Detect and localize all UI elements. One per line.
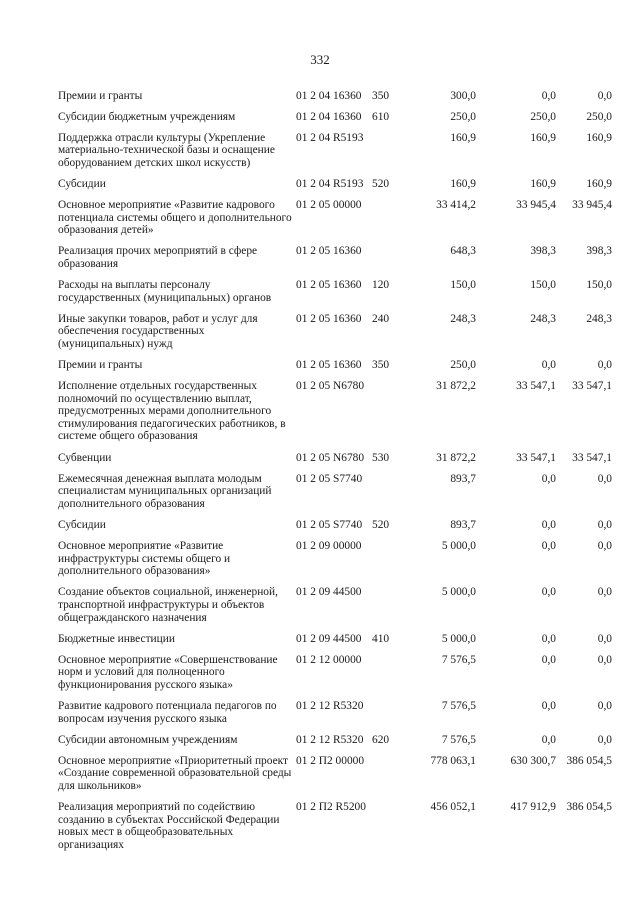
row-expense-type: 530	[372, 451, 390, 464]
row-code: 01 2 05 N6780	[296, 380, 365, 393]
row-value-2: 0,0	[541, 632, 556, 645]
row-code: 01 2 05 S7740	[296, 472, 363, 485]
row-value-3: 33 547,1	[572, 380, 612, 393]
row-value-3: 0,0	[597, 699, 612, 712]
row-value-3: 0,0	[597, 653, 612, 666]
row-value-2: 150,0	[530, 279, 556, 292]
row-name: Развитие кадрового потенциала педагогов по вопросам изучения русского языка	[58, 699, 277, 725]
table-row	[58, 535, 612, 581]
row-expense-type: 350	[372, 359, 390, 371]
row-code: 01 2 09 44500	[296, 586, 362, 599]
row-name: Премии и гранты	[58, 359, 143, 371]
row-value-1: 5 000,0	[441, 540, 476, 553]
table-row	[58, 467, 612, 513]
row-value-2: 248,3	[530, 312, 556, 325]
table-row	[58, 84, 612, 105]
table-row	[58, 648, 612, 694]
row-value-2: 33 945,4	[516, 199, 556, 212]
row-value-2: 0,0	[541, 540, 556, 553]
row-expense-type: 350	[372, 89, 390, 102]
row-value-1: 893,7	[450, 472, 476, 485]
row-value-1: 33 414,2	[436, 199, 476, 212]
table-row	[58, 749, 612, 795]
row-value-1: 778 063,1	[430, 754, 476, 767]
row-name: Создание объектов социальной, инженерной, транспортной инфраструктуры и объектов общегражданского назначения	[58, 586, 278, 624]
row-value-2: 160,9	[530, 177, 556, 190]
row-code: 01 2 12 00000	[296, 653, 362, 666]
row-value-3: 0,0	[597, 586, 612, 599]
row-value-1: 31 872,2	[436, 451, 476, 464]
row-value-3: 0,0	[597, 359, 612, 371]
table-row	[58, 796, 612, 855]
row-value-2: 0,0	[541, 472, 556, 485]
row-code: 01 2 05 16360	[296, 312, 362, 325]
row-code: 01 2 12 R5320	[296, 733, 364, 746]
row-expense-type	[372, 648, 414, 694]
table-row	[58, 240, 612, 274]
row-name: Реализация прочих мероприятий в сфере образования	[58, 245, 258, 270]
page-number: 332	[310, 52, 330, 67]
table-row	[58, 694, 612, 728]
row-expense-type	[372, 467, 414, 513]
row-expense-type	[372, 375, 414, 446]
row-value-3: 0,0	[597, 472, 612, 485]
row-name: Субсидии автономным учреждениям	[58, 733, 238, 746]
row-value-2: 33 547,1	[516, 451, 556, 464]
row-expense-type	[372, 126, 414, 172]
row-name: Бюджетные инвестиции	[58, 632, 175, 645]
table-row	[58, 446, 612, 467]
row-code: 01 2 05 S7740	[296, 518, 363, 531]
row-value-1: 150,0	[450, 279, 476, 292]
row-code: 01 2 05 00000	[296, 199, 362, 212]
row-expense-type: 520	[372, 518, 390, 531]
row-value-3: 150,0	[586, 279, 612, 292]
table-row	[58, 172, 612, 193]
row-code: 01 2 04 R5193	[296, 131, 364, 144]
row-value-1: 250,0	[450, 359, 476, 371]
table-row	[58, 581, 612, 627]
row-value-1: 5 000,0	[441, 586, 476, 599]
row-value-2: 630 300,7	[510, 754, 556, 767]
row-value-1: 300,0	[450, 89, 476, 102]
row-value-1: 648,3	[450, 245, 476, 258]
row-value-3: 386 054,5	[566, 754, 612, 767]
row-expense-type: 620	[372, 733, 390, 746]
row-value-2: 398,3	[530, 245, 556, 258]
row-value-1: 893,7	[450, 518, 476, 531]
row-value-2: 33 547,1	[516, 380, 556, 393]
row-value-1: 7 576,5	[441, 733, 476, 746]
row-value-1: 160,9	[450, 131, 476, 144]
row-code: 01 2 П2 R5200	[296, 801, 366, 814]
row-code: 01 2 09 00000	[296, 540, 362, 553]
row-code: 01 2 05 16360	[296, 245, 362, 258]
table-row	[58, 513, 612, 534]
row-name: Основное мероприятие «Приоритетный проект «Создание современной образовательной среды для школьников»	[58, 754, 292, 792]
row-value-1: 250,0	[450, 110, 476, 123]
row-value-2: 0,0	[541, 89, 556, 102]
row-value-1: 31 872,2	[436, 380, 476, 393]
row-expense-type: 410	[372, 632, 390, 645]
table-row	[58, 354, 612, 375]
row-expense-type: 240	[372, 312, 390, 325]
row-value-3: 160,9	[586, 177, 612, 190]
row-value-2: 250,0	[530, 110, 556, 123]
budget-table-body	[58, 84, 612, 854]
row-code: 01 2 12 R5320	[296, 699, 364, 712]
row-name: Субсидии	[58, 518, 106, 531]
row-name: Реализация мероприятий по содействию созданию в субъектах Российской Федерации новых мест в общеобразовательных организациях	[58, 801, 280, 851]
row-code: 01 2 05 16360	[296, 359, 362, 371]
row-name: Поддержка отрасли культуры (Укрепление материально-технической базы и оснащение оборудованием детских школ искусств)	[58, 131, 275, 169]
row-name: Субвенции	[58, 451, 112, 464]
table-row	[58, 126, 612, 172]
budget-table	[58, 84, 612, 854]
row-expense-type: 520	[372, 177, 390, 190]
row-value-3: 0,0	[597, 540, 612, 553]
row-name: Исполнение отдельных государственных полномочий по осуществлению выплат, предусмотренных мерами дополнительного стимулирования педагогических работников, в системе общего образования	[58, 380, 286, 443]
table-row	[58, 375, 612, 446]
row-code: 01 2 05 16360	[296, 279, 362, 292]
row-value-1: 7 576,5	[441, 699, 476, 712]
row-value-2: 0,0	[541, 518, 556, 531]
row-value-1: 7 576,5	[441, 653, 476, 666]
row-code: 01 2 04 R5193	[296, 177, 364, 190]
row-code: 01 2 09 44500	[296, 632, 362, 645]
row-value-3: 33 945,4	[572, 199, 612, 212]
row-expense-type	[372, 240, 414, 274]
row-value-2: 0,0	[541, 586, 556, 599]
row-value-2: 0,0	[541, 359, 556, 371]
row-code: 01 2 П2 00000	[296, 754, 365, 767]
table-row	[58, 274, 612, 308]
row-value-3: 398,3	[586, 245, 612, 258]
table-row	[58, 307, 612, 353]
row-name: Основное мероприятие «Совершенствование норм и условий для полноценного функционирования русского языка»	[58, 653, 278, 691]
row-value-1: 160,9	[450, 177, 476, 190]
table-row	[58, 627, 612, 648]
row-name: Субсидии	[58, 177, 106, 190]
row-value-2: 0,0	[541, 653, 556, 666]
row-value-1: 248,3	[450, 312, 476, 325]
row-value-3: 0,0	[597, 632, 612, 645]
row-value-1: 456 052,1	[430, 801, 476, 814]
table-row	[58, 728, 612, 749]
row-value-3: 248,3	[586, 312, 612, 325]
row-value-2: 417 912,9	[510, 801, 556, 814]
row-code: 01 2 04 16360	[296, 110, 362, 123]
table-row	[58, 105, 612, 126]
row-expense-type: 610	[372, 110, 390, 123]
row-name: Премии и гранты	[58, 89, 143, 102]
row-value-3: 33 547,1	[572, 451, 612, 464]
row-value-3: 0,0	[597, 733, 612, 746]
row-code: 01 2 05 N6780	[296, 451, 365, 464]
row-value-3: 386 054,5	[566, 801, 612, 814]
row-name: Ежемесячная денежная выплата молодым специалистам муниципальных организаций дополнительного образования	[58, 472, 272, 510]
row-expense-type	[372, 581, 414, 627]
row-value-2: 0,0	[541, 733, 556, 746]
row-code: 01 2 04 16360	[296, 89, 362, 102]
row-expense-type: 120	[372, 279, 390, 292]
row-name: Основное мероприятие «Развитие инфраструктуры системы общего и дополнительного образования»	[58, 540, 231, 578]
row-value-2: 0,0	[541, 699, 556, 712]
table-row	[58, 194, 612, 240]
row-value-2: 160,9	[530, 131, 556, 144]
row-expense-type	[372, 194, 414, 240]
row-name: Иные закупки товаров, работ и услуг для обеспечения государственных (муниципальных) нужд	[58, 312, 258, 350]
row-value-3: 250,0	[586, 110, 612, 123]
row-value-3: 0,0	[597, 89, 612, 102]
row-expense-type	[372, 535, 414, 581]
row-expense-type	[372, 749, 414, 795]
row-value-1: 5 000,0	[441, 632, 476, 645]
row-expense-type	[372, 694, 414, 728]
row-name: Субсидии бюджетным учреждениям	[58, 110, 236, 123]
row-value-3: 160,9	[586, 131, 612, 144]
row-name: Расходы на выплаты персоналу государственных (муниципальных) органов	[58, 279, 272, 304]
row-value-3: 0,0	[597, 518, 612, 531]
row-expense-type	[372, 796, 414, 855]
row-name: Основное мероприятие «Развитие кадрового потенциала системы общего и дополнительного образования детей»	[58, 199, 292, 237]
